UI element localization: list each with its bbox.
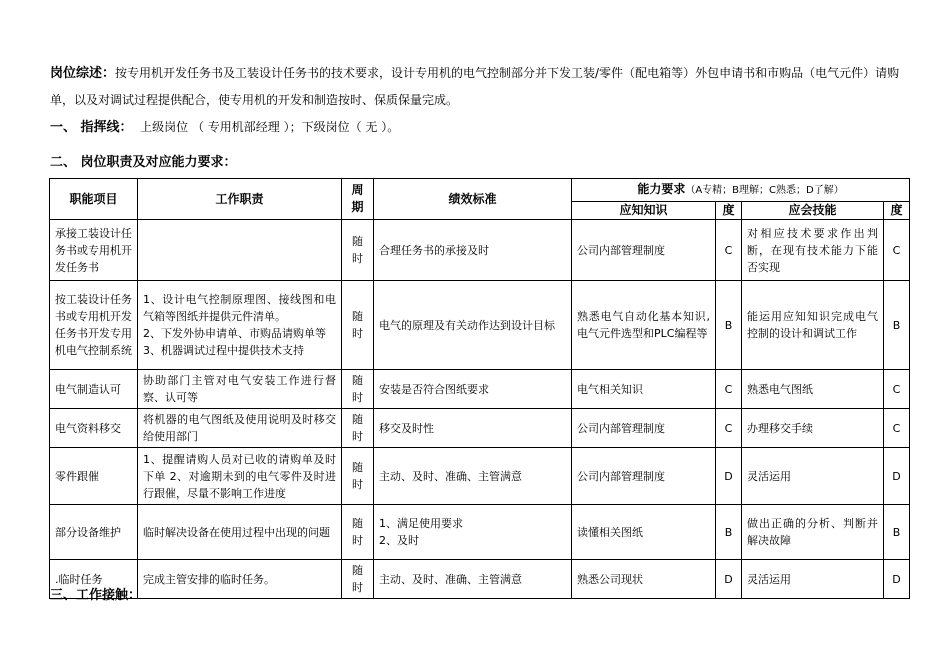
- cell-duty: 1、设计电气控制原理图、接线图和电气箱等图纸并提供元件清单。 2、下发外协申请单、市购品请购单等 3、机器调试过程中提供技术支持: [138, 281, 342, 370]
- cell-degree2: C: [884, 220, 910, 281]
- header-standard: 绩效标准: [374, 179, 572, 220]
- cell-skill: 办理移交手续: [742, 409, 884, 448]
- cell-standard: 电气的原理及有关动作达到设计目标: [374, 281, 572, 370]
- cell-degree1: D: [716, 560, 742, 599]
- cell-knowledge: 读懂相关图纸: [572, 505, 716, 560]
- cell-function: 承接工装设计任务书或专用机开发任务书: [50, 220, 138, 281]
- cell-cycle: 随时: [342, 370, 374, 409]
- cell-degree2: C: [884, 409, 910, 448]
- section1-heading: 一、 指挥线：: [50, 120, 133, 135]
- table-row: [50, 448, 910, 505]
- cell-knowledge: 公司内部管理制度: [572, 448, 716, 505]
- cell-cycle: 随时: [342, 220, 374, 281]
- table-row: [50, 505, 910, 560]
- cell-function: 按工装设计任务书或专用机开发任务书开发专用机电气控制系统: [50, 281, 138, 370]
- header-ability-label: 能力要求: [637, 182, 686, 196]
- header-cycle: 周期: [342, 179, 374, 220]
- cell-function: .临时任务: [50, 560, 138, 599]
- section1-text: 上级岗位 （ 专用机部经理 ）；下级岗位（ 无 ）。: [140, 120, 400, 134]
- header-ability: [572, 179, 910, 202]
- cell-cycle: 随时: [342, 281, 374, 370]
- job-overview: [50, 60, 910, 113]
- cell-knowledge: 公司内部管理制度: [572, 409, 716, 448]
- cell-standard: 移交及时性: [374, 409, 572, 448]
- cell-duty: 临时解决设备在使用过程中出现的问题: [138, 505, 342, 560]
- cell-degree1: B: [716, 281, 742, 370]
- cell-skill: 灵活运用: [742, 448, 884, 505]
- cell-duty: 将机器的电气图纸及使用说明及时移交给使用部门: [138, 409, 342, 448]
- cell-degree2: C: [884, 370, 910, 409]
- cell-degree1: C: [716, 409, 742, 448]
- cell-skill: 灵活运用: [742, 560, 884, 599]
- cell-knowledge: 熟悉电气自动化基本知识,电气元件选型和PLC编程等: [572, 281, 716, 370]
- cell-skill: 对相应技术要求作出判断，在现有技术能力下能否实现: [742, 220, 884, 281]
- cell-degree1: D: [716, 448, 742, 505]
- cell-degree2: D: [884, 448, 910, 505]
- cell-duty: 完成主管安排的临时任务。: [138, 560, 342, 599]
- header-function: 职能项目: [50, 179, 138, 220]
- cell-standard: 主动、及时、准确、主管满意: [374, 448, 572, 505]
- cell-function: 零件跟催: [50, 448, 138, 505]
- cell-degree1: C: [716, 370, 742, 409]
- header-duty: 工作职责: [138, 179, 342, 220]
- duty-table: [49, 178, 910, 599]
- header-degree-2: 度: [884, 202, 910, 220]
- cell-duty: [138, 220, 342, 281]
- table-row: [50, 370, 910, 409]
- overview-label: 岗位综述：: [50, 66, 116, 81]
- cell-skill: 做出正确的分析、判断并解决故障: [742, 505, 884, 560]
- cell-degree2: B: [884, 281, 910, 370]
- cell-function: 电气资料移交: [50, 409, 138, 448]
- cell-function: 部分设备维护: [50, 505, 138, 560]
- cell-standard: 安装是否符合图纸要求: [374, 370, 572, 409]
- section3-heading: 三、工作接触：: [50, 588, 142, 603]
- cell-standard: 合理任务书的承接及时: [374, 220, 572, 281]
- command-line: [50, 114, 910, 141]
- cell-standard: 主动、及时、准确、主管满意: [374, 560, 572, 599]
- header-skill: 应会技能: [742, 202, 884, 220]
- cell-skill: 能运用应知知识完成电气控制的设计和调试工作: [742, 281, 884, 370]
- cell-knowledge: 熟悉公司现状: [572, 560, 716, 599]
- overview-text: 按专用机开发任务书及工装设计任务书的技术要求，设计专用机的电气控制部分并下发工装/零件（配电箱等）外包申请书和市购品（电气元件）请购单，以及对调试过程提供配合，使专用机的开发和制造按时、保质保量完成。: [50, 66, 900, 107]
- cell-degree2: D: [884, 560, 910, 599]
- cell-knowledge: 公司内部管理制度: [572, 220, 716, 281]
- header-knowledge: 应知知识: [572, 202, 716, 220]
- cell-duty: 协助部门主管对电气安装工作进行督察、认可等: [138, 370, 342, 409]
- header-degree-1: 度: [716, 202, 742, 220]
- cell-skill: 熟悉电气图纸: [742, 370, 884, 409]
- cell-function: 电气制造认可: [50, 370, 138, 409]
- section2-heading: 二、 岗位职责及对应能力要求：: [50, 155, 237, 170]
- cell-cycle: 随时: [342, 505, 374, 560]
- cell-knowledge: 电气相关知识: [572, 370, 716, 409]
- header-ability-note: （A专精；B理解；C熟悉；D了解）: [685, 185, 844, 196]
- cell-cycle: 随时: [342, 560, 374, 599]
- cell-standard: 1、满足使用要求 2、及时: [374, 505, 572, 560]
- cell-cycle: 随时: [342, 448, 374, 505]
- table-row: [50, 220, 910, 281]
- cell-degree1: C: [716, 220, 742, 281]
- cell-degree1: B: [716, 505, 742, 560]
- cell-cycle: 随时: [342, 409, 374, 448]
- table-row: [50, 409, 910, 448]
- table-row: [50, 281, 910, 370]
- cell-duty: 1、提醒请购人员对已收的请购单及时下单 2、对逾期未到的电气零件及时进行跟催，尽量不影响工作进度: [138, 448, 342, 505]
- cell-degree2: B: [884, 505, 910, 560]
